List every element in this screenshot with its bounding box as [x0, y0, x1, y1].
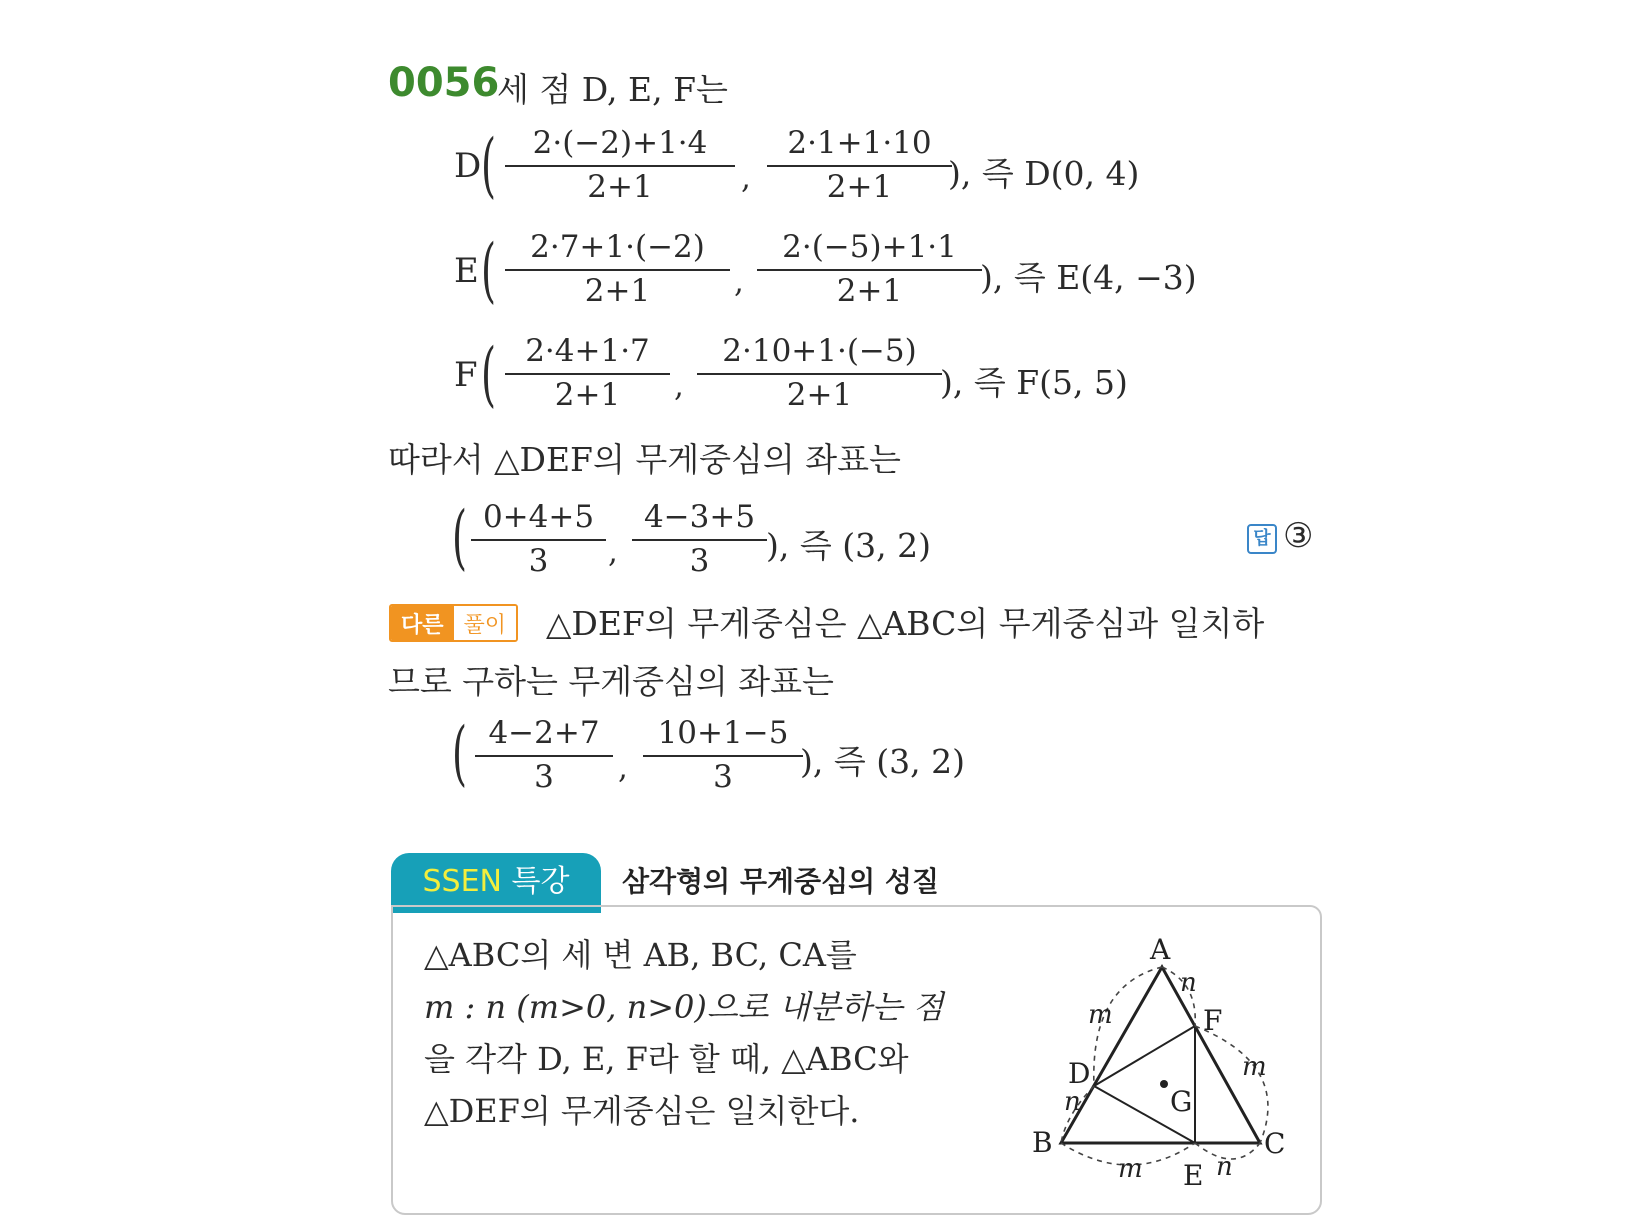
numerator: 10+1−5	[657, 715, 789, 751]
denominator: 2+1	[836, 273, 903, 309]
label-n-ab: n	[1064, 1087, 1081, 1117]
fraction	[757, 228, 982, 310]
comma: ,	[608, 534, 618, 570]
numerator: 2·4+1·7	[525, 333, 650, 369]
badge-left: 다른	[391, 606, 454, 640]
alt-line-1: △DEF의 무게중심은 △ABC의 무게중심과 일치하	[546, 604, 1265, 643]
label-b: B	[1032, 1126, 1053, 1159]
centroid-result: ), 즉 (3, 2)	[766, 526, 931, 565]
denominator: 3	[689, 543, 710, 579]
result-f: ), 즉 F(5, 5)	[940, 363, 1128, 402]
ssen-tab	[391, 853, 601, 913]
fraction	[697, 332, 942, 414]
denominator: 2+1	[786, 377, 853, 413]
numerator: 2·1+1·10	[787, 125, 932, 161]
fraction	[505, 332, 670, 414]
label-m-ca: m	[1242, 1052, 1267, 1082]
badge-right: 풀이	[454, 606, 517, 640]
triangle-figure	[1020, 925, 1310, 1195]
fraction	[471, 498, 606, 580]
label-c: C	[1264, 1127, 1286, 1160]
numerator: 2·7+1·(−2)	[530, 229, 705, 265]
ssen-line-1: △ABC의 세 변 AB, BC, CA를	[424, 936, 857, 974]
denominator: 2+1	[584, 273, 651, 309]
denominator: 2+1	[587, 169, 653, 205]
label-n-bc: n	[1216, 1152, 1233, 1182]
answer-value: ③	[1283, 516, 1314, 556]
denominator: 3	[713, 759, 733, 795]
fraction	[767, 124, 952, 206]
problem-number: 0056	[388, 60, 500, 106]
label-d: D	[1068, 1057, 1091, 1090]
result-e: ), 즉 E(4, −3)	[980, 258, 1197, 297]
open-paren: (	[452, 712, 468, 794]
open-paren: (	[481, 124, 497, 206]
ssen-line-4: △DEF의 무게중심은 일치한다.	[424, 1092, 860, 1130]
open-paren: (	[452, 496, 468, 578]
numerator: 2·(−2)+1·4	[532, 125, 708, 161]
comma: ,	[674, 368, 684, 404]
numerator: 4−3+5	[643, 499, 756, 535]
alt-result: ), 즉 (3, 2)	[800, 742, 965, 781]
numerator: 2·(−5)+1·1	[782, 229, 957, 265]
label-f: F	[1203, 1004, 1223, 1037]
ssen-line-3: 을 각각 D, E, F라 할 때, △ABC와	[424, 1040, 909, 1078]
comma: ,	[741, 160, 751, 196]
answer-icon: 답	[1247, 524, 1277, 554]
triangle-abc	[1061, 967, 1260, 1143]
numerator: 2·10+1·(−5)	[722, 333, 917, 369]
result-d: ), 즉 D(0, 4)	[948, 154, 1140, 193]
ssen-line-2: m : n (m>0, n>0)으로 내분하는 점	[424, 988, 944, 1026]
point-label-f: F	[454, 355, 478, 395]
alt-solution-badge	[389, 604, 518, 642]
fraction	[643, 714, 803, 796]
point-label-d: D	[454, 146, 482, 186]
label-e: E	[1183, 1159, 1204, 1192]
comma: ,	[618, 750, 628, 786]
ssen-title: 삼각형의 무게중심의 성질	[622, 865, 940, 898]
fraction	[632, 498, 767, 580]
centroid-dot	[1160, 1080, 1168, 1088]
denominator: 2+1	[554, 377, 621, 413]
conclusion-text: 따라서 △DEF의 무게중심의 좌표는	[388, 440, 901, 479]
comma: ,	[734, 264, 744, 300]
denominator: 3	[528, 543, 549, 579]
label-n-ca: n	[1180, 968, 1197, 998]
problem-intro: 세 점 D, E, F는	[497, 70, 728, 109]
ssen-tab-ko: 특강	[511, 864, 570, 899]
label-g: G	[1170, 1085, 1193, 1118]
numerator: 0+4+5	[482, 499, 595, 535]
ssen-tab-en: SSEN	[422, 864, 502, 899]
denominator: 2+1	[826, 169, 893, 205]
open-paren: (	[481, 333, 497, 415]
point-label-e: E	[454, 251, 479, 291]
denominator: 3	[534, 759, 554, 795]
fraction	[505, 228, 730, 310]
fraction	[505, 124, 735, 206]
label-m-bc: m	[1118, 1154, 1143, 1184]
numerator: 4−2+7	[488, 715, 600, 751]
alt-line-2: 므로 구하는 무게중심의 좌표는	[388, 662, 834, 701]
open-paren: (	[481, 229, 497, 311]
label-a: A	[1150, 933, 1171, 966]
fraction	[475, 714, 613, 796]
label-m-ab: m	[1088, 1000, 1113, 1030]
